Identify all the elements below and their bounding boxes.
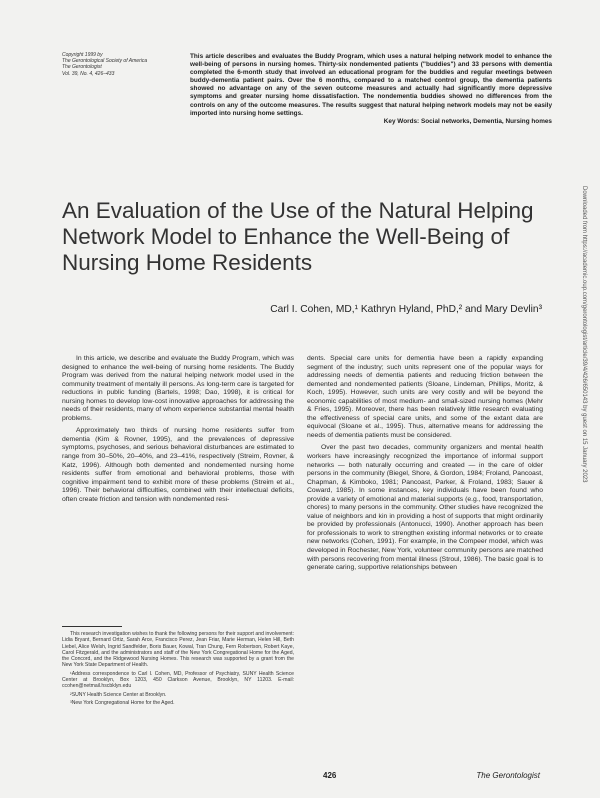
footnote: This research investigation wishes to thank the following persons for their support and involvement: Lidia Bryant, Bernard Ortiz, Sarah Arce, Francisco Perez, Jean Friar, Marie Herman, Helen Hill, Beth Liebel, Alice Welsh, Ingrid Sandfelder, Boris Bauer, Kowal, Tran Chung, Fern Robertson, Robert Kaye, Carol Fitzgerald, and the administrators and staff of the New York Congregational Home for the Aged, the Concord, and the Ridgewood Nursing Homes. This research was supported by a grant from the New York State Department of Health. <box>62 631 294 669</box>
footer-journal-name: The Gerontologist <box>476 771 540 780</box>
download-notice: Downloaded from https://academic.oup.com/gerontologist/article/39/4/426/650143 by guest on 15 January 2023 <box>581 186 587 483</box>
footnote: ¹Address correspondence to Carl I. Cohen, MD, Professor of Psychiatry, SUNY Health Science Center at Brooklyn, Box 1203, 450 Clarkson Avenue, Brooklyn, NY 11203. E-mail: ccohen@netmail.hscbklyn.edu <box>62 670 294 690</box>
article-title: An Evaluation of the Use of the Natural Helping Network Model to Enhance the Well-Being of Nursing Home Residents <box>62 198 534 275</box>
page-number: 426 <box>323 771 337 780</box>
paragraph: dents. Special care units for dementia have been a rapidly expanding segment of the industry; such units represent one of the popular ways for addressing needs of dementia patients and reducing friction between the demented and nondemented patients (Sloane, Lindeman, Phillips, Moritz, & Koch, 1995). However, such units are very costly and will be beyond the economic capabilities of most medium- and small-sized nursing homes (Mehr & Fries, 1995). Moreover, there has been relatively little research evaluating the effectiveness of special care units, and some of the extant data are equivocal (Sloane et al., 1995). Thus, alternative means for addressing the needs of dementia patients must be considered. <box>307 355 543 439</box>
paragraph: Approximately two thirds of nursing home residents suffer from dementia (Kim & Rovner, 1995), and the prevalences of depressive symptoms, psychoses, and serious behavioral disturbances are estimated to range from 30–50%, 20–40%, and 23–41%, respectively (Streim, Rovner, & Katz, 1996). Although both demented and nondemented nursing home residents suffer from emotional and behavioral problems, those with cognitive impairment tend to exhibit more of these problems (Streim et al., 1996). Their behavioral difficulties, combined with their intellectual deficits, often create friction and tension with nondemented resi- <box>62 427 294 503</box>
issue-line: Vol. 39, No. 4, 426–433 <box>62 70 115 77</box>
body-column-right <box>307 355 543 573</box>
footnote: ²SUNY Health Science Center at Brooklyn. <box>70 691 167 698</box>
author-line: Carl I. Cohen, MD,¹ Kathryn Hyland, PhD,² and Mary Devlin³ <box>270 304 542 315</box>
journal-name: The Gerontologist <box>62 64 102 71</box>
paragraph: In this article, we describe and evaluate the Buddy Program, which was designed to enhance the well-being of nursing home residents. The Buddy Program was derived from the natural helping network model used in the community treatment of mentally ill persons. As long-term care is targeted for reductions in public funding (Bartels, 1998; Dao, 1998), it is critical for nursing homes to develop low-cost innovative approaches for addressing the needs of their residents, many of whom experience substantial mental health problems. <box>62 355 294 422</box>
copyright-line: Copyright 1999 by <box>62 52 103 58</box>
abstract-text: This article describes and evaluates the Buddy Program, which uses a natural helping network model to enhance the well-being of persons in nursing homes. Thirty-six nondemented patients ("buddies") and 33 persons with dementia completed the 6-month study that involved an educational program for the buddies and regular meetings between buddy-dementia patient pairs. Over the 6 months, compared to a matched control group, the dementia patients showed no advantage on any of the seven outcome measures and actually had significantly more depressive symptoms and greater nursing home dissatisfaction. The nondementia buddies showed no differences from the controls on any of the outcome measures. The results suggest that natural helping network models may not be easily imported into nursing home settings. <box>190 53 552 117</box>
keywords: Key Words: Social networks, Dementia, Nursing homes <box>383 117 552 125</box>
publication-metadata <box>62 52 162 77</box>
publisher-line: The Gerontological Society of America <box>62 58 148 65</box>
body-column-left <box>62 355 294 504</box>
paragraph: Over the past two decades, community organizers and mental health workers have increasingly recognized the importance of informal support networks — both naturally occurring and created — in the care of older persons in the community (Biegel, Shore, & Gordon, 1984; Froland, Pancoast, Chapman, & Kimboko, 1981; Pancoast, Parker, & Froland, 1983; Sauer & Coward, 1985). In some instances, key individuals have been found who provide a variety of emotional and material supports (e.g., food, transportation, chores) to many persons in the community. Other studies have recognized the value of neighbors and kin in providing a host of supports that might ordinarily be provided by professionals (Antonucci, 1990). Another approach has been for professionals to work to strengthen existing informal networks or to create new networks (Cohen, 1991). For example, in the Compeer model, which was developed in Rochester, New York, volunteer community persons are matched with persons recovering from mental illness (Stroul, 1986). The basic goal is to generate caring, supportive relationships between <box>307 444 543 572</box>
footnote-divider <box>62 626 122 627</box>
footnotes <box>62 631 294 706</box>
footnote: ³New York Congregational Home for the Aged. <box>70 699 175 706</box>
download-watermark <box>578 186 587 706</box>
abstract <box>190 53 552 126</box>
